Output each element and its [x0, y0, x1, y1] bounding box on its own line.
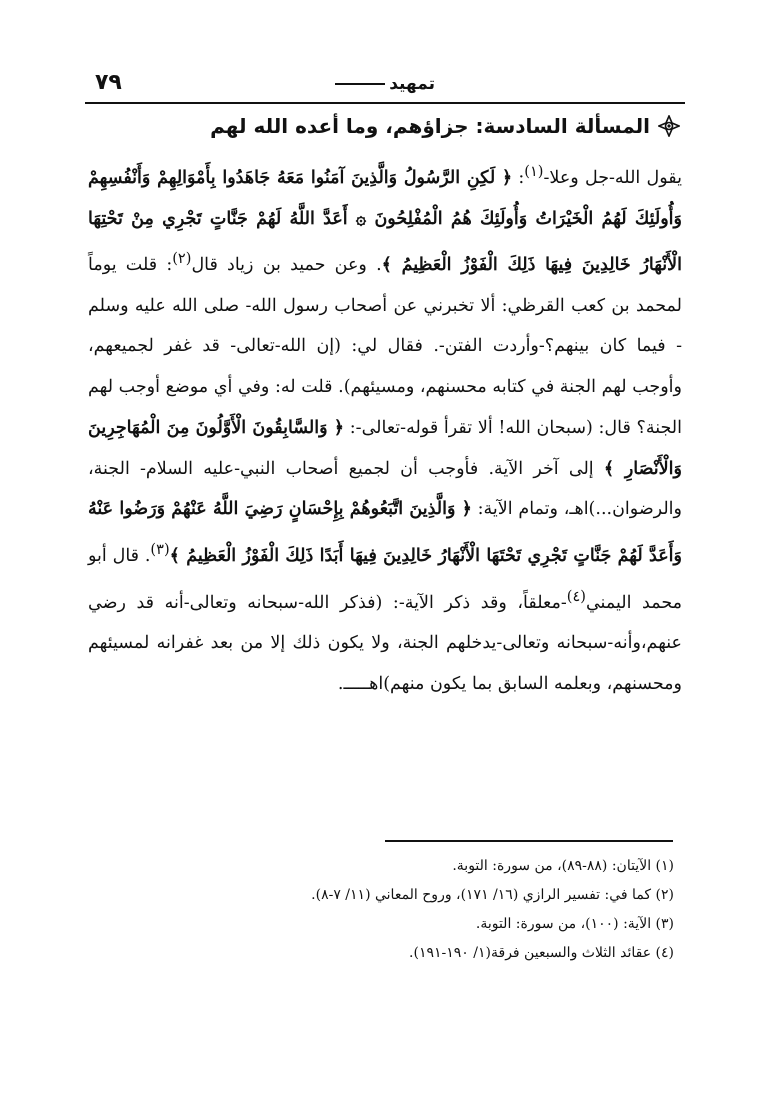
- text-run: يقول الله-جل وعلا-: [543, 167, 682, 188]
- section-heading-text: المسألة السادسة: جزاؤهم، وما أعده الله لهم: [210, 114, 650, 138]
- text-run: . وعن حميد بن زياد قال: [191, 255, 382, 276]
- text-run: :: [512, 167, 525, 188]
- page-number: ٧٩: [95, 70, 122, 95]
- footnote-divider: [385, 840, 673, 842]
- footnote-ref[interactable]: (٢): [172, 250, 192, 268]
- footnote-3: (٣) الآية: (١٠٠)، من سورة: التوبة.: [475, 916, 674, 932]
- text-run: -معلقاً، وقد ذكر الآية-: (فذكر الله-سبحانه وتعالى-أنه قد رضي عنهم،وأنه-سبحانه وتعالى-يدخلهم الجنة، ولا يكون ذلك إلا من بعد غفرانه لمسيئهم ومحسنهم، وبعلمه السابق بما يكون منهم)اهـــــ.: [88, 592, 682, 694]
- footnotes: [120, 852, 674, 968]
- text-run: : قلت يوماً لمحمد بن كعب القرظي: ألا تخبرني عن أصحاب رسول الله- صلى الله عليه وسلم - فيما كان بينهم؟-وأردت الفتن-. فقال لي: (إن الله-تعالى- قد غفر لجميعهم، وأوجب لهم الجنة في كتابه محسنهم، ومسيئهم). قلت له: وفي أي موضع أوجب لهم الجنة؟ قال: (سبحان الله! ألا تقرأ قوله-تعالى-:: [88, 255, 682, 438]
- quran-verse: ﴿ وَالسَّابِقُونَ الْأَوَّلُونَ مِنَ الْمُهَاجِرِينَ وَالْأَنْصَارِ ﴾: [88, 417, 682, 479]
- footnote-1: (١) الآيتان: (٨٨-٨٩)، من سورة: التوبة.: [452, 858, 674, 874]
- text-run: . قال أبو محمد اليمني: [88, 545, 682, 613]
- flower-ornament-icon: [658, 115, 680, 137]
- quran-verse: ﴿ لَكِنِ الرَّسُولُ وَالَّذِينَ آمَنُوا مَعَهُ جَاهَدُوا بِأَمْوَالِهِمْ وَأَنْفُسِهِمْ وَأُولَئِكَ لَهُمُ الْخَيْرَاتُ وَأُولَئِكَ هُمُ الْمُفْلِحُونَ ۞ أَعَدَّ اللَّهُ لَهُمْ جَنَّاتٍ تَجْرِي مِنْ تَحْتِهَا الْأَنْهَارُ خَالِدِينَ فِيهَا ذَلِكَ الْفَوْزُ الْعَظِيمُ ﴾: [88, 167, 683, 276]
- footnote-ref[interactable]: (٣): [150, 540, 170, 558]
- page-header: [85, 68, 685, 104]
- footnote-ref[interactable]: (٤): [566, 587, 586, 605]
- main-text: [88, 152, 682, 704]
- footnote-ref[interactable]: (١): [524, 163, 544, 180]
- footnote-4: (٤) عقائد الثلاث والسبعين فرقة(١/ ١٩٠-١٩١).: [409, 945, 674, 961]
- paragraph: [88, 152, 682, 704]
- quran-verse: ﴿ وَالَّذِينَ اتَّبَعُوهُمْ بِإِحْسَانٍ رَضِيَ اللَّهُ عَنْهُمْ وَرَضُوا عَنْهُ وَأَعَدَّ لَهُمْ جَنَّاتٍ تَجْرِي تَحْتَهَا الْأَنْهَارُ خَالِدِينَ فِيهَا أَبَدًا ذَلِكَ الْفَوْزُ الْعَظِيمُ ﴾: [88, 499, 682, 566]
- section-heading: [210, 114, 680, 138]
- running-title: تمهيد: [335, 74, 435, 94]
- text-run: إلى آخر الآية. فأوجب أن لجميع أصحاب النبي-عليه السلام- الجنة، والرضوان...)اهـ، وتمام الآية:: [88, 458, 682, 520]
- footnote-2: (٢) كما في: تفسير الرازي (١٦/ ١٧١)، وروح المعاني (١١/ ٧-٨).: [311, 887, 674, 903]
